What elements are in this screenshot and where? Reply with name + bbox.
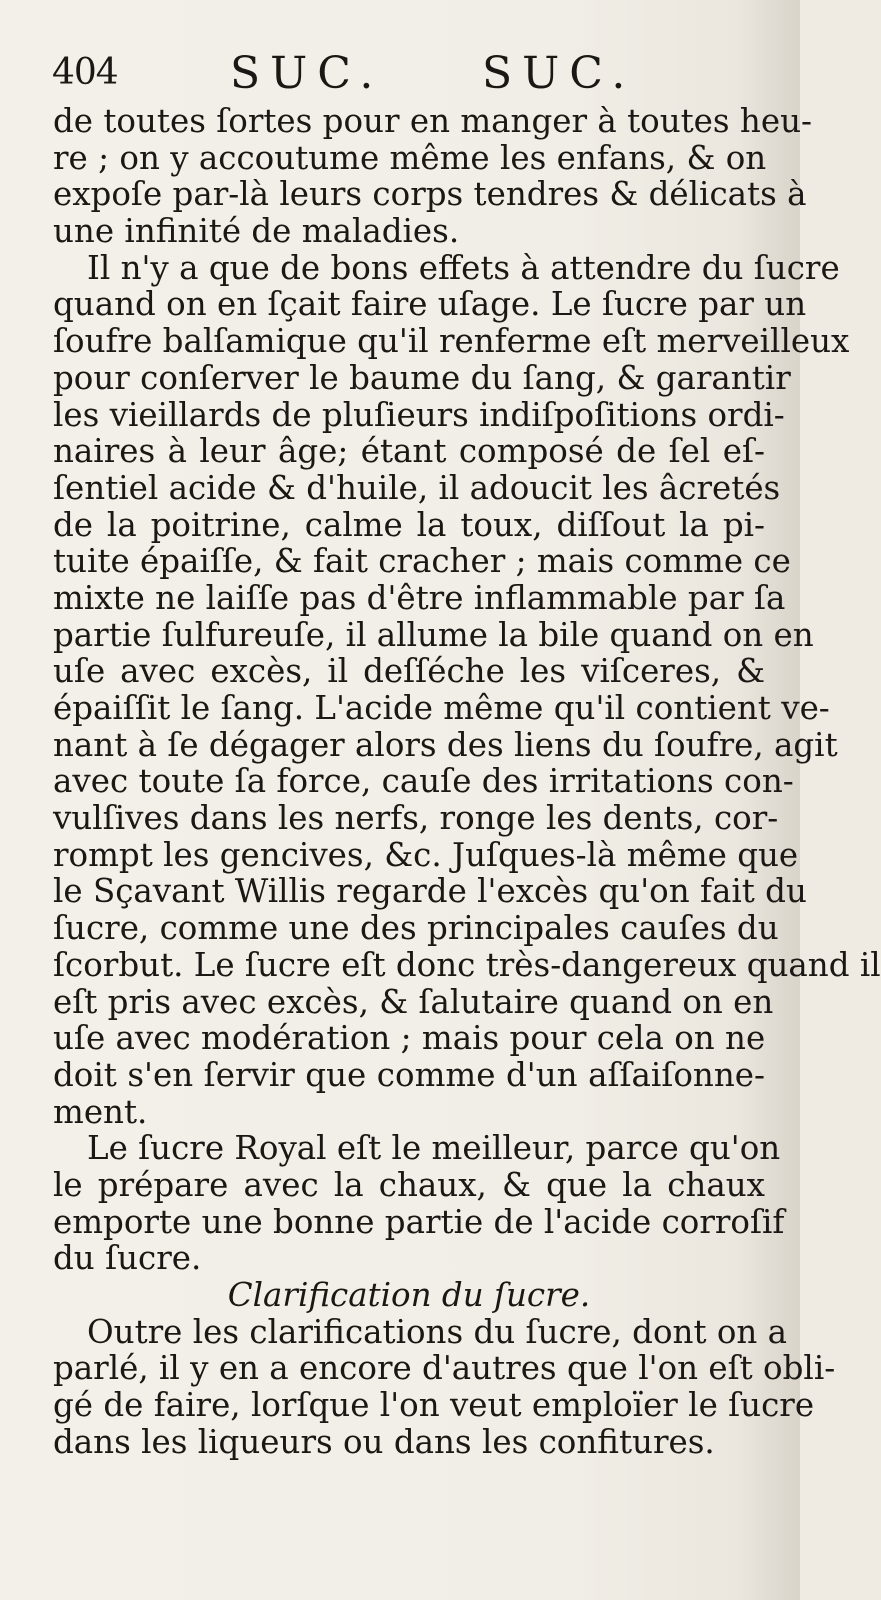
text-line: ſcorbut. Le ſucre eſt donc très-dangereux quand il bbox=[53, 945, 881, 984]
text-line: uſe avec excès, il deſſéche les viſceres, & bbox=[53, 652, 765, 691]
text-line: doit s'en ſervir que comme d'un aſſaiſonne- bbox=[53, 1055, 765, 1094]
text-line: de toutes ſortes pour en manger à toutes heu- bbox=[53, 102, 813, 140]
text-line: le prépare avec la chaux, & que la chaux bbox=[53, 1165, 765, 1204]
text-line: épaiſſit le ſang. L'acide même qu'il contient ve- bbox=[53, 689, 830, 727]
body-text bbox=[53, 102, 881, 1461]
text-line: de la poitrine, calme la toux, diſſout la pi- bbox=[53, 505, 765, 544]
page-number: 404 bbox=[52, 52, 118, 93]
text-line: une infinité de maladies. bbox=[53, 212, 460, 251]
running-head-left: SUC. bbox=[230, 48, 384, 99]
text-line: du ſucre. bbox=[53, 1239, 202, 1278]
text-line: gé de faire, lorſque l'on veut emploïer le ſucre bbox=[53, 1386, 815, 1425]
text-line: Le ſucre Royal eſt le meilleur, parce qu'on bbox=[87, 1129, 781, 1168]
text-line: avec toute ſa force, cauſe des irritations con- bbox=[53, 762, 794, 801]
text-line: le Sçavant Willis regarde l'excès qu'on fait du bbox=[53, 872, 807, 911]
text-line: Outre les clarifications du ſucre, dont on a bbox=[87, 1312, 788, 1351]
text-line: tuite épaiſſe, & fait cracher ; mais comme ce bbox=[53, 542, 791, 581]
text-line: pour conſerver le baume du ſang, & garantir bbox=[53, 358, 791, 397]
text-line: quand on en ſçait faire uſage. Le ſucre par un bbox=[53, 285, 807, 324]
text-line: mixte ne laiſſe pas d'être inflammable par ſa bbox=[53, 578, 786, 617]
text-line: vulſives dans les nerfs, ronge les dents, cor- bbox=[53, 799, 779, 838]
text-line: ment. bbox=[53, 1092, 148, 1131]
text-line: partie ſulfureuſe, il allume la bile quand on en bbox=[53, 615, 814, 654]
text-line: les vieillards de pluſieurs indiſpoſitions ordi- bbox=[53, 395, 785, 434]
page-header bbox=[52, 48, 762, 100]
text-line: rompt les gencives, &c. Juſques-là même que bbox=[53, 835, 799, 874]
text-line: expoſe par-là leurs corps tendres & délicats à bbox=[53, 175, 807, 214]
text-line: nant à ſe dégager alors des liens du ſoufre, agit bbox=[53, 725, 838, 764]
text-line: ſucre, comme une des principales cauſes du bbox=[53, 909, 779, 948]
text-line: emporte une bonne partie de l'acide corroſif bbox=[53, 1202, 785, 1241]
running-head-right: SUC. bbox=[482, 48, 636, 99]
text-line: Il n'y a que de bons effets à attendre du ſucre bbox=[87, 248, 840, 287]
text-line: uſe avec modération ; mais pour cela on ne bbox=[53, 1019, 766, 1058]
text-line: eſt pris avec excès, & ſalutaire quand on en bbox=[53, 982, 774, 1021]
text-line: re ; on y accoutume même les enfans, & on bbox=[53, 138, 767, 177]
section-heading: Clarification du ſucre. bbox=[227, 1276, 591, 1314]
text-line: ſoufre balſamique qu'il renferme eſt merveilleux bbox=[53, 322, 850, 361]
text-line: ſentiel acide & d'huile, il adoucit les âcretés bbox=[53, 468, 781, 507]
text-line: parlé, il y en a encore d'autres que l'on eſt obli- bbox=[53, 1349, 836, 1388]
text-line: dans les liqueurs ou dans les confitures. bbox=[53, 1422, 715, 1461]
text-line: naires à leur âge; étant composé de ſel eſ- bbox=[53, 432, 765, 471]
